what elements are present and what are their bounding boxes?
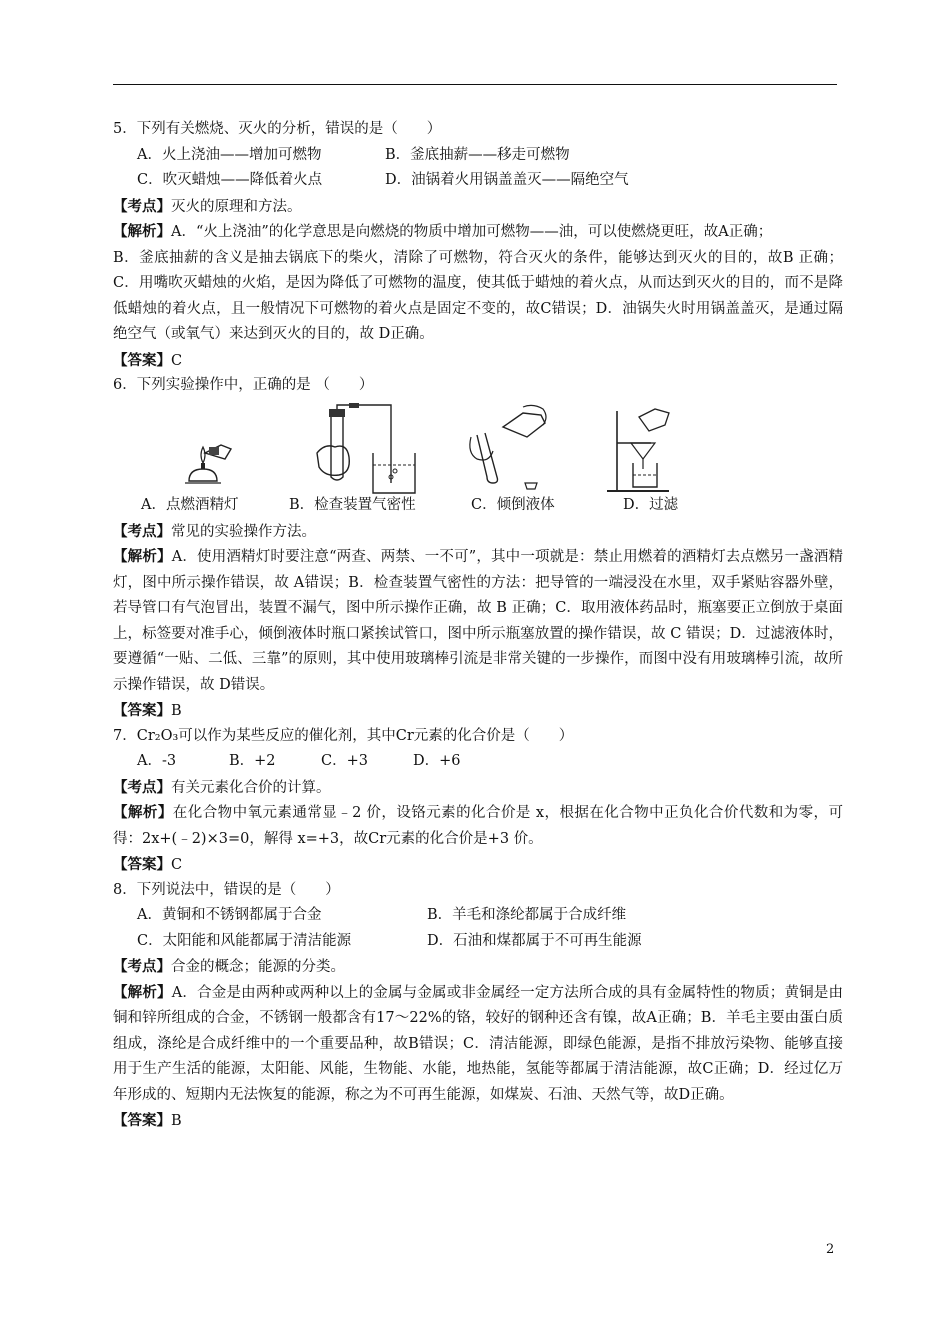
q8-option-c: C．太阳能和风能都属于清洁能源 bbox=[137, 932, 352, 949]
q6-caption-a: A．点燃酒精灯 bbox=[141, 496, 239, 513]
q7-stem: 7．Cr₂O₃可以作为某些反应的催化剂，其中Cr元素的化合价是（ ） bbox=[113, 727, 574, 744]
q5-answer-text: C bbox=[171, 352, 183, 369]
q8-jiexi bbox=[113, 980, 843, 1109]
q5-option-c: C．吹灭蜡烛——降低着火点 bbox=[137, 172, 323, 188]
q8-kaodian bbox=[113, 954, 843, 980]
q6-stem: 6．下列实验操作中，正确的是 （ ） bbox=[113, 377, 374, 393]
q6-caption-b: B．检查装置气密性 bbox=[289, 496, 416, 513]
header-rule bbox=[113, 84, 837, 85]
q8-answer-text: B bbox=[171, 1113, 182, 1129]
q6-caption-d: D．过滤 bbox=[623, 496, 679, 513]
page-number: 2 bbox=[826, 1242, 835, 1257]
q5-jiexi1 bbox=[113, 219, 843, 246]
q6-answer bbox=[113, 698, 843, 724]
q5-jiexi2: B．釜底抽薪的含义是抽去锅底下的柴火，清除了可燃物，符合灭火的条件，能够达到灭火的目的，故B 正确；C．用嘴吹灭蜡烛的火焰，是因为降低了可燃物的温度，使其低于蜡烛的着火点，从而达到灭火的目的，而不是降低蜡烛的着火点，且一般情况下可燃物的着火点是固定不变的，故C错误；D．油锅失火时用锅盖盖灭，是通过隔绝空气（或氧气）来达到灭火的目的，故 D正确。 bbox=[113, 249, 843, 342]
q7-option-b: B．+2 bbox=[229, 753, 276, 769]
q5-option-b: B．釜底抽薪——移走可燃物 bbox=[385, 146, 570, 163]
q7-options bbox=[113, 749, 843, 775]
page-content bbox=[113, 117, 843, 1134]
q6-jiexi bbox=[113, 544, 843, 698]
q8-options-row2 bbox=[113, 929, 843, 955]
q7-option-c: C．+3 bbox=[321, 753, 368, 769]
q5-jiexi1-text: A．“火上浇油”的化学意思是向燃烧的物质中增加可燃物——油，可以使燃烧更旺，故A正确； bbox=[171, 224, 773, 240]
q8-option-d: D．石油和煤都属于不可再生能源 bbox=[427, 932, 642, 949]
airtightness-figure bbox=[311, 403, 421, 495]
answer-label: 【答案】 bbox=[113, 351, 171, 369]
q6-figures bbox=[113, 403, 843, 493]
filtration-figure bbox=[603, 403, 693, 495]
q7-jiexi-text: 在化合物中氧元素通常显﹣2 价，设铬元素的化合价是 x，根据在化合物中正负化合价代数和为零，可得：2x+(﹣2)×3=0，解得 x=+3，故Cr元素的化合价是+3 价。 bbox=[113, 805, 844, 847]
q6-kaodian-text: 常见的实验操作方法。 bbox=[171, 523, 316, 540]
q5-options-row1 bbox=[113, 143, 843, 169]
q8-option-a: A．黄铜和不锈钢都属于合金 bbox=[137, 907, 322, 923]
jiexi-label: 【解析】 bbox=[113, 223, 171, 240]
jiexi-label: 【解析】 bbox=[113, 804, 173, 821]
answer-label: 【答案】 bbox=[113, 856, 171, 873]
q6-kaodian bbox=[113, 519, 843, 545]
kaodian-label: 【考点】 bbox=[113, 778, 171, 796]
q7-kaodian bbox=[113, 775, 843, 801]
jiexi-label: 【解析】 bbox=[113, 983, 172, 1001]
q6-jiexi-text: A．使用酒精灯时要注意“两查、两禁、一不可”，其中一项就是：禁止用燃着的酒精灯去点燃另一盏酒精灯，图中所示操作错误，故 A错误；B．检查装置气密性的方法：把导管的一端浸没在水里，双手紧贴容器外壁，若导管口有气泡冒出，装置不漏气，图中所示操作正确，故 B 正确；C．取用液体药品时，瓶塞要正立倒放于桌面上，标签要对准手心，倾倒液体时瓶口紧挨试管口，图中所示瓶塞放置的操作错误，故 C 错误；D．过滤液体时，要遵循“一贴、二低、三靠”的原则，其中使用玻璃棒引流是非常关键的一步操作，而图中没有用玻璃棒引流，故所示操作错误，故 D错误。 bbox=[113, 549, 844, 693]
q8-stem: 8．下列说法中，错误的是（ ） bbox=[113, 881, 340, 898]
q5-answer bbox=[113, 348, 843, 374]
q7-answer-text: C bbox=[171, 857, 183, 873]
q8-jiexi-text: A．合金是由两种或两种以上的金属与金属或非金属经一定方法所合成的具有金属特性的物质；黄铜是由铜和锌所组成的合金，不锈钢一般都含有17～22%的铬，较好的钢种还含有镍，故A正确；B．羊毛主要由蛋白质组成，涤纶是合成纤维中的一个重要品种，故B错误；C．清洁能源，即绿色能源，是指不排放污染物、能够直接用于生产生活的能源，太阳能、风能，生物能、水能，地热能，氢能等都属于清洁能源，故C正确；D．经过亿万年形成的、短期内无法恢复的能源，称之为不可再生能源，如煤炭、石油、天然气等，故D正确。 bbox=[113, 984, 844, 1103]
q7-answer bbox=[113, 852, 843, 878]
q5-kaodian bbox=[113, 194, 843, 220]
kaodian-label: 【考点】 bbox=[113, 522, 171, 540]
alcohol-lamp-figure bbox=[181, 433, 241, 493]
q6-captions bbox=[113, 493, 843, 519]
q7-option-a: A．-3 bbox=[137, 753, 177, 769]
q6-caption-c: C．倾倒液体 bbox=[471, 496, 555, 513]
q8-option-b: B．羊毛和涤纶都属于合成纤维 bbox=[427, 907, 627, 923]
q7-kaodian-text: 有关元素化合价的计算。 bbox=[171, 779, 331, 796]
kaodian-label: 【考点】 bbox=[113, 197, 171, 215]
q7-option-d: D．+6 bbox=[413, 753, 461, 769]
q5-option-d: D．油锅着火用锅盖盖灭——隔绝空气 bbox=[385, 172, 629, 188]
q8-options-row1 bbox=[113, 903, 843, 929]
q5-options-row2 bbox=[113, 168, 843, 194]
jiexi-label: 【解析】 bbox=[113, 548, 172, 565]
q5-option-a: A．火上浇油——增加可燃物 bbox=[137, 146, 322, 163]
q5-stem: 5．下列有关燃烧、灭火的分析，错误的是（ ） bbox=[113, 121, 442, 137]
q7-jiexi bbox=[113, 800, 843, 852]
pouring-liquid-figure bbox=[463, 403, 563, 495]
answer-label: 【答案】 bbox=[113, 702, 171, 719]
q6-answer-text: B bbox=[171, 703, 182, 719]
q8-answer bbox=[113, 1108, 843, 1134]
kaodian-label: 【考点】 bbox=[113, 958, 171, 975]
q5-kaodian-text: 灭火的原理和方法。 bbox=[171, 198, 302, 215]
q8-kaodian-text: 合金的概念；能源的分类。 bbox=[171, 959, 345, 975]
answer-label: 【答案】 bbox=[113, 1112, 171, 1129]
